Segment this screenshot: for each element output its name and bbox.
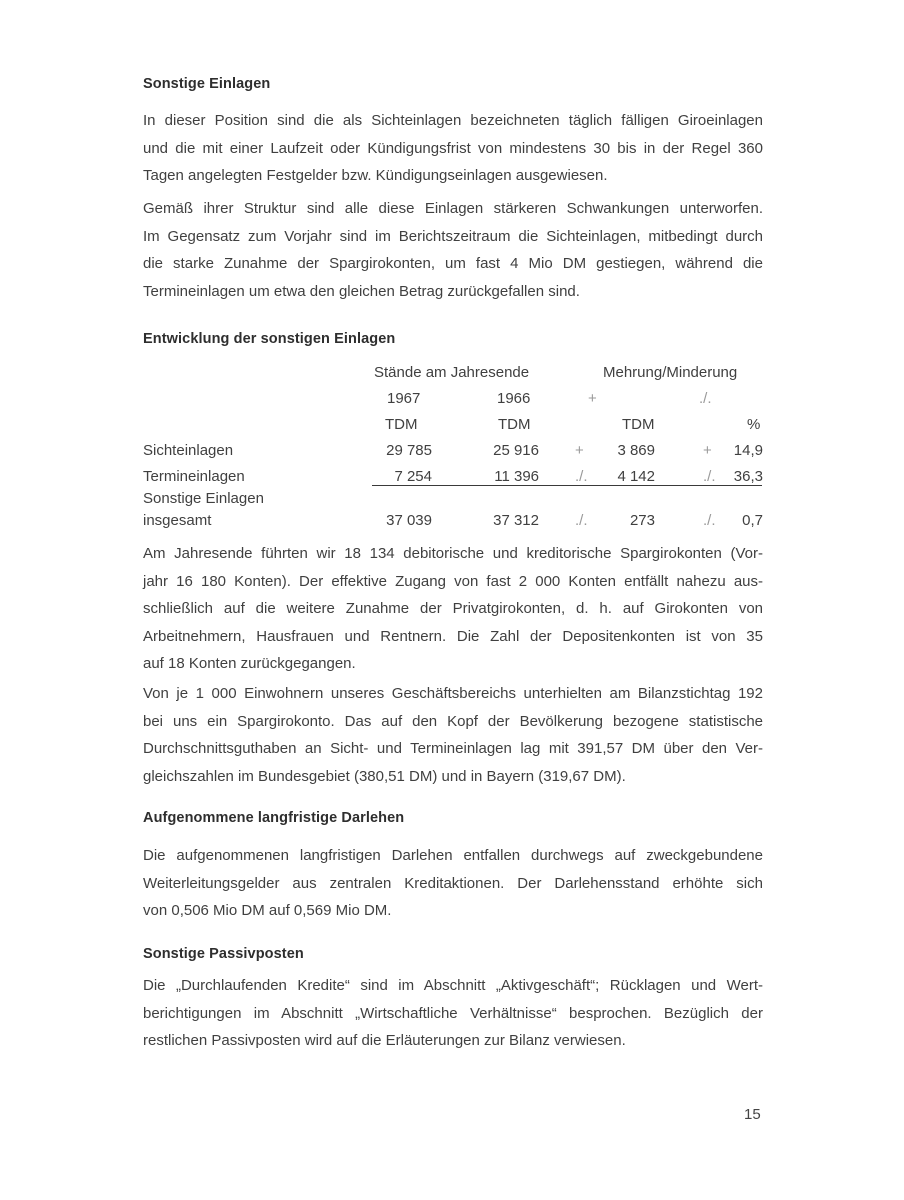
- row-label: Sichteinlagen: [143, 442, 234, 459]
- heading-sonstige-passivposten: Sonstige Passivposten: [143, 946, 304, 962]
- total-rule-line: [372, 485, 762, 486]
- cell-1967: 7 254: [394, 468, 432, 485]
- row-label: Sonstige Einlagen: [143, 490, 264, 507]
- text-line: die starke Zunahme der Spargirokonten, um fast 4 Mio DM gestiegen, während die: [143, 255, 763, 272]
- column-header-1967: 1967: [387, 390, 421, 407]
- heading-langfristige-darlehen: Aufgenommene langfristige Darlehen: [143, 810, 405, 826]
- unit-header-change-abs: TDM: [622, 416, 655, 433]
- paragraph-einlagen-struktur: [143, 195, 763, 305]
- cell-sign-pct: ./.: [703, 468, 716, 485]
- text-line: jahr 16 180 Konten). Der effektive Zugang von fast 2 000 Konten entfällt nahezu aus-: [143, 572, 763, 590]
- text-line: und die mit einer Laufzeit oder Kündigungsfrist von mindestens 30 bis in der Regel 360: [143, 139, 763, 157]
- text-line: Termineinlagen um etwa den gleichen Betrag zurückgefallen sind.: [143, 282, 580, 300]
- cell-change-pct: 36,3: [733, 468, 763, 485]
- column-group-header-change: Mehrung/Minderung: [603, 364, 738, 381]
- paragraph-einwohner-statistik: [143, 680, 763, 790]
- cell-sign-abs: ./.: [575, 512, 588, 529]
- cell-1966: 25 916: [493, 442, 539, 459]
- cell-sign-pct: +: [703, 442, 712, 459]
- cell-change-pct: 0,7: [742, 512, 763, 529]
- text-line: In dieser Position sind die als Sichteinlagen bezeichneten täglich fälligen Giroeinlagen: [143, 112, 763, 129]
- column-header-1966: 1966: [497, 390, 531, 407]
- row-label: Termineinlagen: [143, 468, 245, 485]
- cell-sign-abs: ./.: [575, 468, 588, 485]
- paragraph-passivposten: [143, 972, 763, 1055]
- cell-change-pct: 14,9: [733, 442, 763, 459]
- text-line: Gemäß ihrer Struktur sind alle diese Einlagen stärkeren Schwankungen unterworfen.: [143, 200, 763, 217]
- text-line: von 0,506 Mio DM auf 0,569 Mio DM.: [143, 902, 392, 919]
- cell-1966: 11 396: [494, 468, 539, 485]
- unit-header-1967: TDM: [385, 416, 418, 433]
- text-line: gleichszahlen im Bundesgebiet (380,51 DM) und in Bayern (319,67 DM).: [143, 767, 626, 785]
- cell-change-abs: 3 869: [617, 442, 655, 459]
- text-line: restlichen Passivposten wird auf die Erläuterungen zur Bilanz verwiesen.: [143, 1032, 626, 1049]
- cell-sign-abs: +: [575, 442, 584, 459]
- column-header-plus-sign: +: [588, 390, 597, 407]
- paragraph-sichteinlagen-definition: [143, 107, 763, 190]
- column-group-header-stands: Stände am Jahresende: [374, 364, 530, 381]
- text-line: bei uns ein Spargirokonto. Das auf den Kopf der Bevölkerung bezogene statistische: [143, 712, 763, 730]
- text-line: Weiterleitungsgelder aus zentralen Kreditaktionen. Der Darlehensstand erhöhte sich: [143, 874, 763, 892]
- cell-1966: 37 312: [493, 512, 539, 529]
- text-line: Am Jahresende führten wir 18 134 debitorische und kreditorische Spargirokonten (Vor-: [143, 545, 763, 562]
- paragraph-spargirokonten: [143, 540, 763, 678]
- unit-header-change-pct: %: [747, 416, 761, 433]
- text-line: Tagen angelegten Festgelder bzw. Kündigungseinlagen ausgewiesen.: [143, 167, 608, 184]
- cell-sign-pct: ./.: [703, 512, 716, 529]
- page-number: 15: [744, 1106, 761, 1123]
- text-line: Die „Durchlaufenden Kredite“ sind im Abschnitt „Aktivgeschäft“; Rücklagen und Wert-: [143, 977, 763, 994]
- heading-entwicklung-sonstige-einlagen: Entwicklung der sonstigen Einlagen: [143, 331, 396, 347]
- text-line: schließlich auf die weitere Zunahme der Privatgirokonten, d. h. auf Girokonten von: [143, 600, 763, 617]
- cell-1967: 29 785: [386, 442, 432, 459]
- text-line: Im Gegensatz zum Vorjahr sind im Berichtszeitraum die Sichteinlagen, mitbedingt durch: [143, 227, 763, 245]
- paragraph-darlehen: [143, 842, 763, 925]
- text-line: Von je 1 000 Einwohnern unseres Geschäftsbereichs unterhielten am Bilanzstichtag 192: [143, 685, 763, 702]
- text-line: Arbeitnehmern, Hausfrauen und Rentnern. Die Zahl der Depositenkonten ist von 35: [143, 627, 763, 645]
- text-line: auf 18 Konten zurückgegangen.: [143, 655, 356, 672]
- unit-header-1966: TDM: [498, 416, 531, 433]
- cell-change-abs: 273: [629, 512, 655, 529]
- cell-change-abs: 4 142: [617, 468, 655, 485]
- text-line: berichtigungen im Abschnitt „Wirtschaftliche Verhältnisse“ besprochen. Bezüglich der: [143, 1004, 763, 1022]
- row-label-continuation: insgesamt: [143, 512, 212, 529]
- text-line: Die aufgenommenen langfristigen Darlehen entfallen durchwegs auf zweckgebundene: [143, 847, 763, 864]
- text-line: Durchschnittsguthaben an Sicht- und Termineinlagen lag mit 391,57 DM über den Ver-: [143, 740, 763, 757]
- heading-sonstige-einlagen: Sonstige Einlagen: [143, 76, 271, 92]
- column-header-minus-sign: ./.: [699, 390, 712, 407]
- cell-1967: 37 039: [386, 512, 432, 529]
